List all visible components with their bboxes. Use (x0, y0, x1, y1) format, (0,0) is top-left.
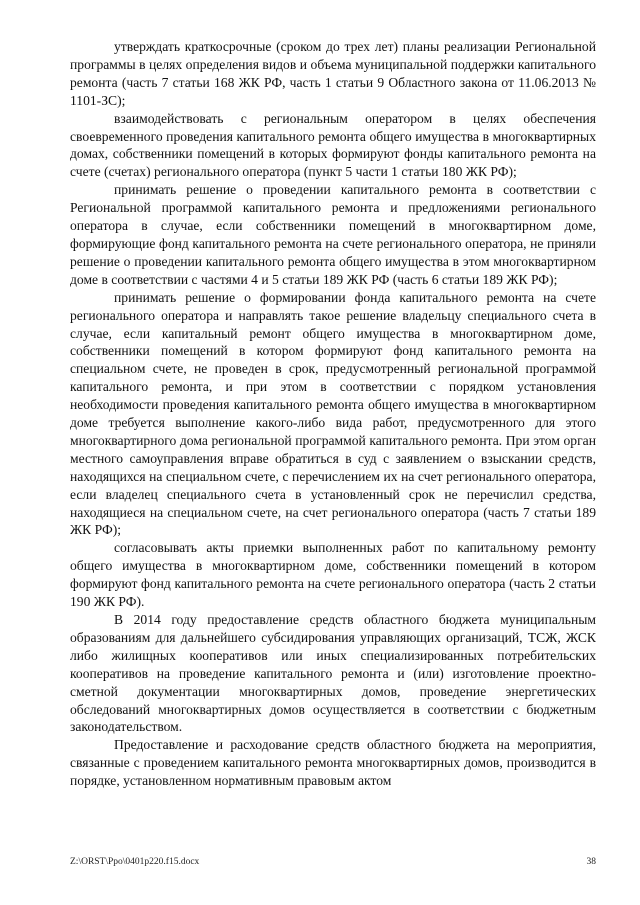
paragraph: принимать решение о формировании фонда капитального ремонта на счете регионального оператора и направлять такое решение владельцу специального счета в случае, если капитальный ремонт общего имущества в многоквартирном доме, собственники помещений в котором формируют фонд капитального ремонта на специальном счете, не проведен в срок, предусмотренный региональной программой капитального ремонта, и при этом в соответствии с порядком установления необходимости проведения капитального ремонта общего имущества в многоквартирном доме требуется выполнение какого-либо вида работ, предусмотренного для этого многоквартирного дома региональной программой капитального ремонта. При этом орган местного самоуправления вправе обратиться в суд с заявлением о взыскании средств, находящихся на специальном счете, с перечислением их на счет регионального оператора, если владелец специального счета в установленный срок не перечислил средства, находящиеся на специальном счете, на счет регионального оператора (часть 7 статьи 189 ЖК РФ); (70, 289, 596, 538)
paragraph: утверждать краткосрочные (сроком до трех лет) планы реализации Региональной программы в целях определения видов и объема муниципальной поддержки капитального ремонта (часть 7 статьи 168 ЖК РФ, часть 1 статьи 9 Областного закона от 11.06.2013 № 1101-ЗС); (70, 39, 596, 108)
body-text (70, 38, 596, 790)
paragraph: взаимодействовать с региональным оператором в целях обеспечения своевременного проведения капитального ремонта общего имущества в многоквартирных домах, собственники помещений в которых формируют фонды капитального ремонта на счете (счетах) регионального оператора (пункт 5 части 1 статьи 180 ЖК РФ); (70, 110, 596, 180)
paragraph: согласовывать акты приемки выполненных работ по капитальному ремонту общего имущества в многоквартирном доме, собственники помещений в котором формируют фонд капитального ремонта на счете регионального оператора (часть 2 статьи 190 ЖК РФ). (70, 540, 596, 610)
page-number: 38 (586, 857, 596, 867)
paragraph: В 2014 году предоставление средств областного бюджета муниципальным образованиям для дальнейшего субсидирования управляющих организаций, ТСЖ, ЖСК либо жилищных кооперативов или иных специализированных потребительских кооперативов на проведение капитального ремонта и (или) изготовление проектно-сметной документации многоквартирных домов, проведение энергетических обследований многоквартирных домов осуществляется в соответствии с бюджетным законодательством. (70, 612, 596, 735)
paragraph: принимать решение о проведении капитального ремонта в соответствии с Региональной программой капитального ремонта и предложениями регионального оператора в случае, если собственники помещений в многоквартирном доме, формирующие фонд капитального ремонта на счете регионального оператора, не приняли решение о проведении капитального ремонта общего имущества в этом многоквартирном доме в соответствии с частями 4 и 5 статьи 189 ЖК РФ (часть 6 статьи 189 ЖК РФ); (70, 182, 596, 287)
footer-file-path: Z:\ORST\Ppo\0401p220.f15.docx (70, 857, 200, 867)
paragraph: Предоставление и расходование средств областного бюджета на мероприятия, связанные с проведением капитального ремонта многоквартирных домов, производится в порядке, установленном нормативным правовым актом (70, 737, 596, 789)
